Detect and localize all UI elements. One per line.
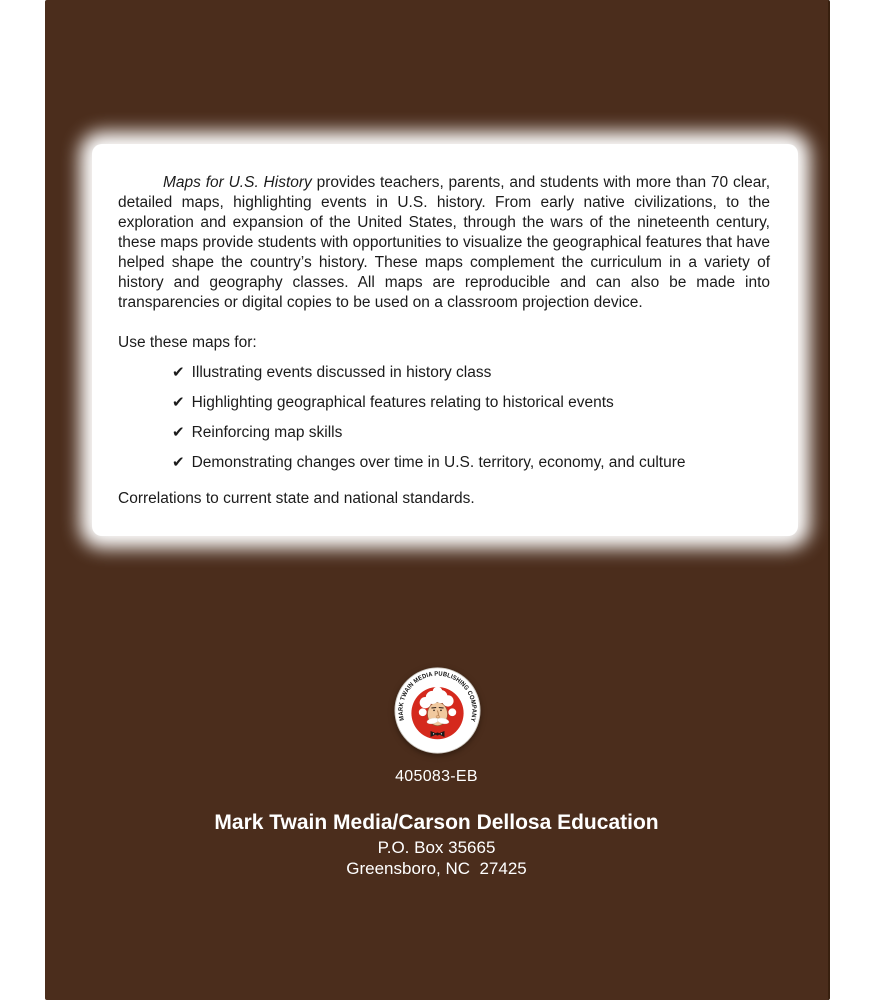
logo-ring-text: MARK TWAIN MEDIA PUBLISHING COMPANY xyxy=(397,670,478,723)
list-item xyxy=(172,423,770,443)
list-item xyxy=(172,363,770,383)
list-item-label: Demonstrating changes over time in U.S. territory, economy, and culture xyxy=(191,454,686,471)
description-panel xyxy=(92,144,798,536)
publisher-logo-badge xyxy=(394,667,481,754)
intro-paragraph xyxy=(118,173,770,313)
mark-twain-logo-icon xyxy=(394,667,481,754)
standards-note: Correlations to current state and national standards. xyxy=(118,490,475,507)
publisher-name: Mark Twain Media/Carson Dellosa Education xyxy=(214,811,659,834)
check-icon: ✔ xyxy=(172,454,185,471)
intro-body-text: provides teachers, parents, and students with more than 70 clear, detailed maps, highlighting events in U.S. history. From early native civilizations, to the exploration and expansion of the United States, through the wars of the nineteenth century, these maps provide students with opportunities to visualize the geographical features that have helped shape the country’s history. These maps complement the curriculum in a variety of history and geography classes. All maps are reproducible and can also be made into transparencies or digital copies to be used on a classroom projection device. xyxy=(118,174,771,311)
check-icon: ✔ xyxy=(172,364,185,381)
list-item xyxy=(172,453,770,473)
product-code: 405083-EB xyxy=(395,768,478,785)
address-city-state-zip: Greensboro, NC 27425 xyxy=(346,859,527,878)
list-item-label: Highlighting geographical features relating to historical events xyxy=(191,394,614,411)
list-item-label: Reinforcing map skills xyxy=(191,424,343,441)
uses-checklist xyxy=(118,363,770,473)
check-icon: ✔ xyxy=(172,394,185,411)
list-item xyxy=(172,393,770,413)
book-title: Maps for U.S. History xyxy=(163,174,312,191)
list-item-label: Illustrating events discussed in history class xyxy=(191,364,492,381)
address-po-box: P.O. Box 35665 xyxy=(377,838,496,857)
list-heading: Use these maps for: xyxy=(118,334,257,351)
check-icon: ✔ xyxy=(172,424,185,441)
